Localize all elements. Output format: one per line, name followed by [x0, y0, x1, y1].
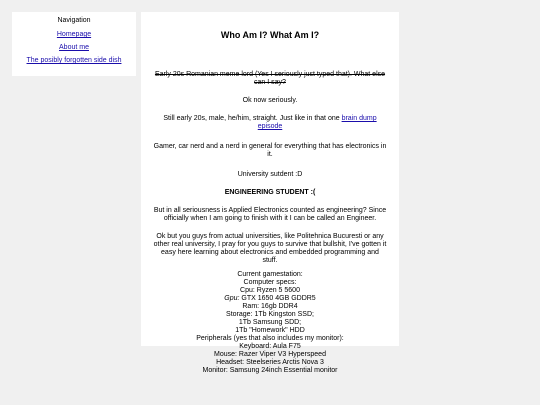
main-content: [141, 12, 399, 374]
spec-mouse: Mouse: Razer Viper V3 Hyperspeed: [214, 351, 326, 358]
spec-storage-3: 1Tb "Homework" HDD: [235, 327, 305, 334]
brain-dump-link[interactable]: brain dump episode: [257, 115, 377, 130]
seriousness-text: But in all seriousness is Applied Electronics counted as engineering? Since officially when I am going to finish with it I can be called an Engineer.: [153, 207, 387, 222]
intro-paragraph: [153, 115, 387, 131]
specs-subheading: Computer specs:: [243, 279, 297, 286]
spec-gpu-value: GTX 1650 4GB GDDR5: [239, 295, 316, 302]
nav-link-about-me[interactable]: About me: [59, 44, 89, 51]
spec-headset: Headset: Steelseries Arctis Nova 3: [216, 359, 324, 366]
page-title: Who Am I? What Am I?: [220, 30, 320, 40]
nav-link-side-dish[interactable]: The posibly forgotten side dish: [26, 57, 122, 64]
specs-list: [153, 271, 387, 375]
nav-link-homepage[interactable]: Homepage: [56, 31, 92, 38]
spec-peripherals: Peripherals (yes that also includes my monitor):: [196, 335, 344, 342]
navigation-title: Navigation: [57, 17, 91, 24]
engineering-text: ENGINEERING STUDENT :(: [224, 189, 316, 196]
spec-keyboard: Keyboard: Aula F75: [239, 343, 301, 350]
spec-storage: Storage: 1Tb Kingston SSD;: [226, 311, 314, 318]
struck-intro-text: Early 20s Romanian meme lord (Yes I seriously just typed that). What else can I say?: [154, 71, 386, 86]
spec-cpu: Cpu: Ryzen 5 5600: [240, 287, 300, 294]
spec-monitor: Monitor: Samsung 24inch Essential monitor: [202, 367, 338, 374]
seriously-text: Ok now seriously.: [242, 97, 298, 104]
universities-text: Ok but you guys from actual universities, like Politehnica Bucuresti or any other real university, I pray for you guys to survive that bullshit, I've gotten it easy here learning about electronics and embedded programming and stuff.: [153, 233, 387, 264]
specs-heading: Current gamestation:: [237, 271, 303, 278]
spec-gpu: [153, 295, 387, 303]
gamer-text: Gamer, car nerd and a nerd in general for everything that has electronics in it.: [153, 143, 387, 158]
navigation-panel: [12, 12, 136, 76]
spec-storage-2: 1Tb Samsung SDD;: [238, 319, 302, 326]
spec-ram: Ram: 16gb DDR4: [242, 303, 298, 310]
spec-gpu-label: Gpu:: [224, 295, 240, 302]
student-text: University sutdent :D: [237, 171, 303, 178]
intro-text: Still early 20s, male, he/him, straight. Just like in that one: [163, 115, 340, 122]
